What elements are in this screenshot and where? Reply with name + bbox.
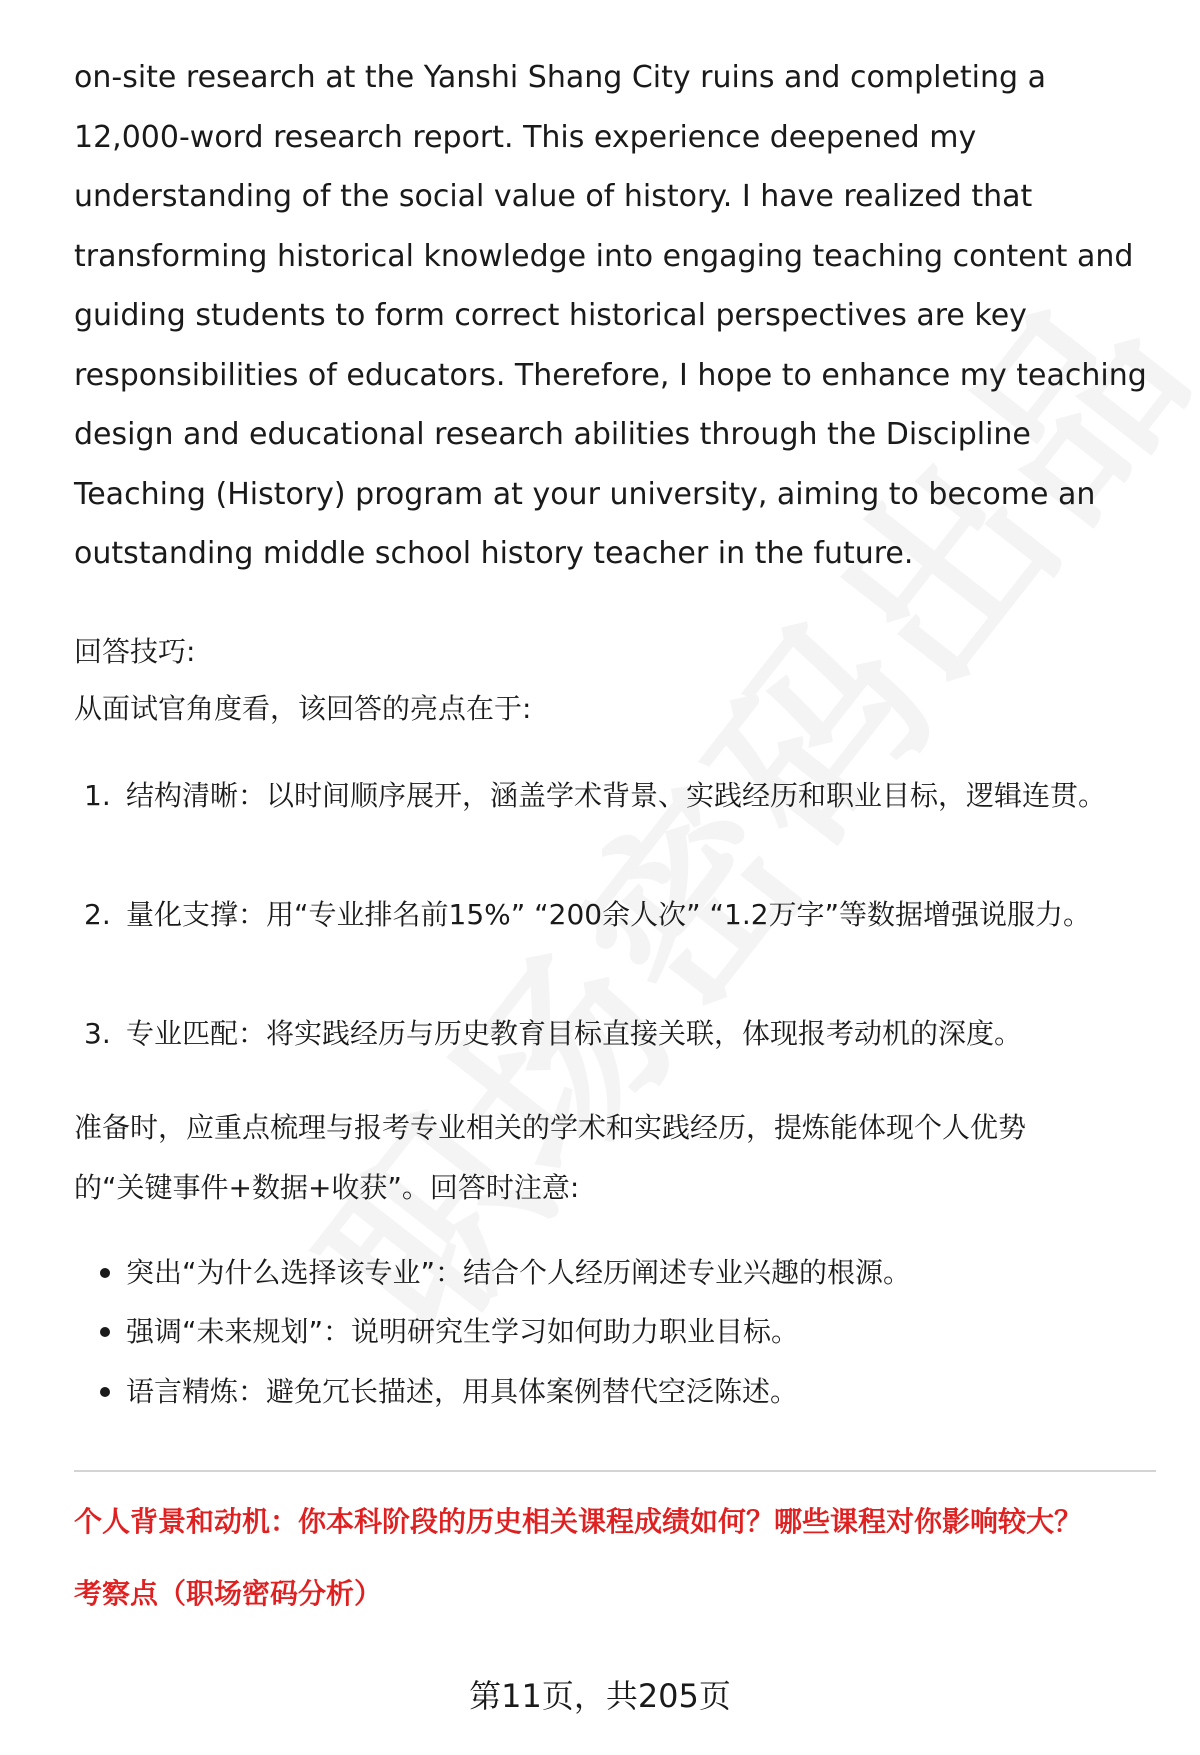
bullet-text: 强调“未来规划”：说明研究生学习如何助力职业目标。 (126, 1315, 800, 1348)
tips-intro: 从面试官角度看，该回答的亮点在于: (74, 692, 532, 725)
bullet-text: 语言精炼：避免冗长描述，用具体案例替代空泛陈述。 (126, 1375, 799, 1408)
list-number: 3. (84, 1017, 111, 1050)
list-text: 专业匹配：将实践经历与历史教育目标直接关联，体现报考动机的深度。 (126, 1017, 1023, 1050)
list-item (74, 1004, 1154, 1064)
next-question: 个人背景和动机：你本科阶段的历史相关课程成绩如何？哪些课程对你影响较大？ (74, 1505, 1083, 1538)
section-divider (74, 1470, 1156, 1472)
list-number: 2. (84, 898, 111, 931)
page-footer: 第11页，共205页 (469, 1677, 731, 1715)
bullet-dot-icon (100, 1327, 110, 1337)
bullet-item (74, 1253, 1154, 1293)
list-number: 1. (84, 779, 111, 812)
list-text: 量化支撑：用“专业排名前15%” “200余人次” “1.2万字”等数据增强说服力。 (126, 898, 1092, 931)
bullet-item (74, 1372, 1154, 1412)
list-item (74, 885, 1154, 945)
bullet-text: 突出“为什么选择该专业”：结合个人经历阐述专业兴趣的根源。 (126, 1256, 912, 1289)
prep-paragraph: 准备时，应重点梳理与报考专业相关的学术和实践经历，提炼能体现个人优势的“关键事件+数据+收获”。回答时注意: (74, 1111, 1027, 1204)
intro-paragraph: on-site research at the Yanshi Shang City ruins and completing a 12,000-word research report. This experience deepened my understanding of the social value of history. I have realized that transforming historical knowledge into engaging teaching content and guiding students to form correct historical perspectives are key responsibilities of educators. Therefore, I hope to enhance my teaching design and educational research abilities through the Discipline Teaching (History) program at your university, aiming to become an outstanding middle school history teacher in the future. (74, 60, 1147, 571)
tips-heading: 回答技巧: (74, 635, 196, 668)
bullet-dot-icon (100, 1387, 110, 1397)
list-text: 结构清晰：以时间顺序展开，涵盖学术背景、实践经历和职业目标，逻辑连贯。 (126, 779, 1107, 812)
next-subheading: 考察点（职场密码分析） (74, 1577, 383, 1610)
bullet-item (74, 1312, 1154, 1352)
bullet-dot-icon (100, 1268, 110, 1278)
list-item (74, 766, 1154, 826)
